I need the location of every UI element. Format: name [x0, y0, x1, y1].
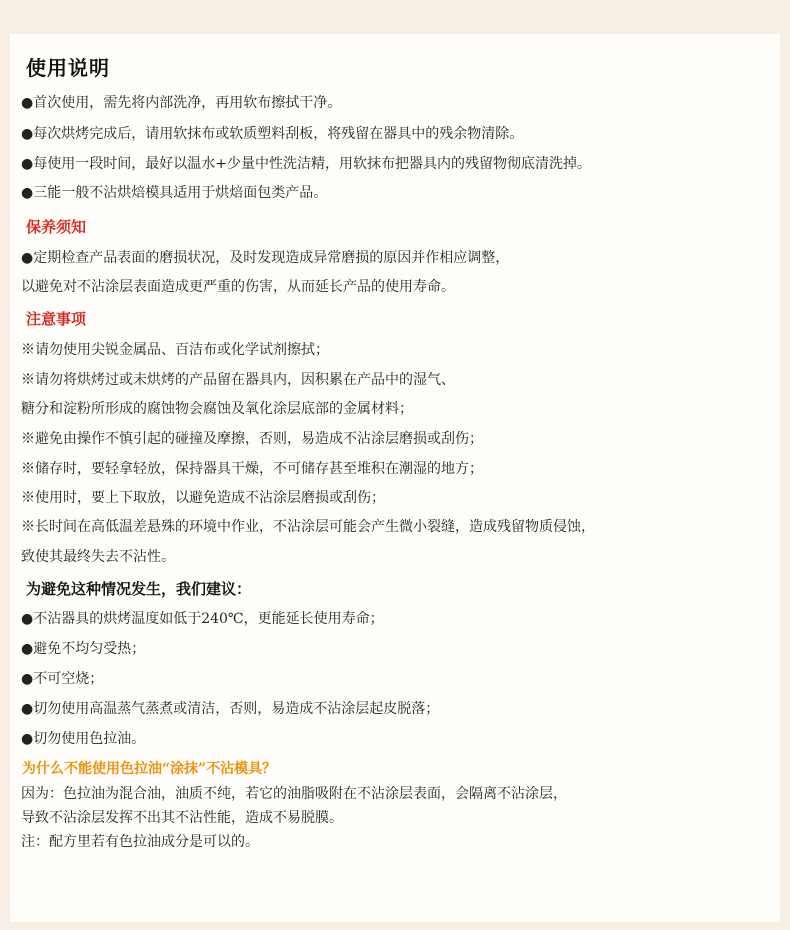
faq-question: 为什么不能使用色拉油“涂抹”不沾模具？	[22, 761, 277, 777]
caution-line: ※避免由操作不慎引起的碰撞及摩擦，否则，易造成不沾涂层磨损或刮伤；	[21, 431, 483, 447]
instruction-card	[10, 34, 780, 922]
usage-line: ●三能一般不沾烘焙模具适用于烘焙面包类产品。	[21, 185, 328, 201]
caution-line: ※使用时，要上下取放，以避免造成不沾涂层磨损或刮伤；	[21, 490, 385, 506]
page-title: 使用说明	[26, 56, 110, 80]
caution-line: ※长时间在高低温差悬殊的环境中作业，不沾涂层可能会产生微小裂缝，造成残留物质侵蚀，	[21, 519, 595, 535]
advice-line: ●切勿使用色拉油。	[21, 731, 146, 747]
faq-answer-line: 导致不沾涂层发挥不出其不沾性能，造成不易脱膜。	[21, 810, 343, 826]
advice-line: ●避免不均匀受热；	[21, 641, 146, 657]
advice-line: ●切勿使用高温蒸气蒸煮或清洁，否则，易造成不沾涂层起皮脱落；	[21, 701, 440, 717]
caution-line: ※请勿使用尖锐金属品、百洁布或化学试剂擦拭；	[21, 342, 329, 358]
caution-line: 糖分和淀粉所形成的腐蚀物会腐蚀及氧化涂层底部的金属材料；	[21, 401, 413, 417]
advice-line: ●不沾器具的烘烤温度如低于240℃，更能延长使用寿命；	[21, 611, 384, 627]
caution-heading: 注意事项	[26, 310, 87, 328]
faq-answer-line: 因为：色拉油为混合油，油质不纯，若它的油脂吸附在不沾涂层表面，会隔离不沾涂层，	[21, 786, 567, 802]
care-line: ●定期检查产品表面的磨损状况，及时发现造成异常磨损的原因并作相应调整，	[21, 250, 510, 266]
caution-line: ※储存时，要轻拿轻放，保持器具干燥，不可储存甚至堆积在潮湿的地方；	[21, 461, 483, 477]
advice-line: ●不可空烧；	[21, 671, 104, 687]
advice-heading: 为避免这种情况发生，我们建议：	[26, 580, 252, 598]
caution-line: 致使其最终失去不沾性。	[21, 549, 175, 565]
usage-line: ●每次烘烤完成后，请用软抹布或软质塑料刮板，将残留在器具中的残余物清除。	[21, 126, 524, 142]
care-heading: 保养须知	[26, 218, 87, 236]
faq-note-line: 注：配方里若有色拉油成分是可以的。	[21, 834, 259, 850]
usage-line: ●首次使用，需先将内部洗净，再用软布擦拭干净。	[21, 95, 342, 111]
usage-line: ●每使用一段时间，最好以温水+少量中性洗洁精，用软抹布把器具内的残留物彻底清洗掉。	[21, 156, 591, 172]
care-line: 以避免对不沾涂层表面造成更严重的伤害，从而延长产品的使用寿命。	[21, 279, 455, 295]
caution-line: ※请勿将烘烤过或未烘烤的产品留在器具内，因积累在产品中的湿气、	[21, 372, 455, 388]
